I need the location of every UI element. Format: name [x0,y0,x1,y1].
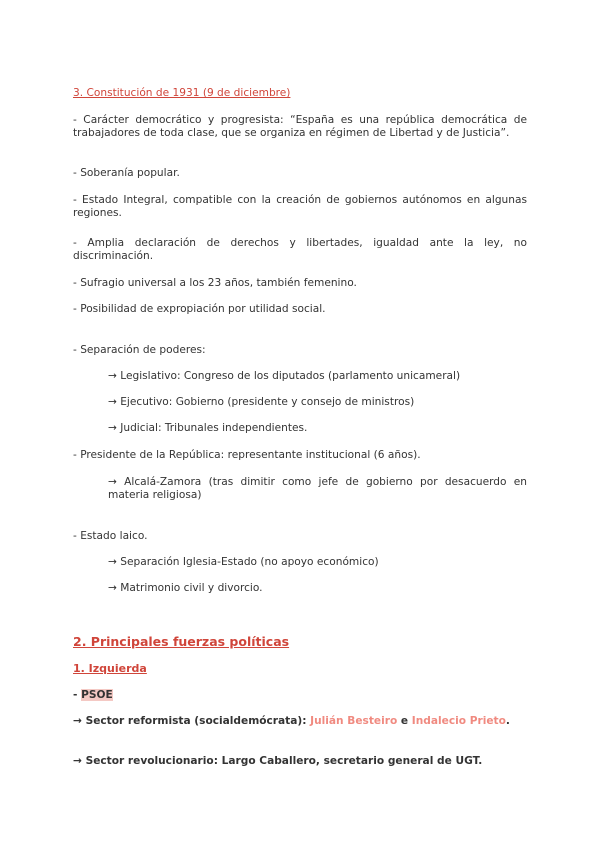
period: . [505,715,510,727]
psoe-dash: - [73,689,82,701]
psoe-label: PSOE [81,689,113,701]
section-2-title: 2. Principales fuerzas políticas [73,634,290,649]
subsection-izquierda: 1. Izquierda [73,662,147,675]
laico-separacion: → Separación Iglesia-Estado (no apoyo económico) [108,556,379,568]
laico-matrimonio: → Matrimonio civil y divorcio. [108,582,263,594]
power-legislativo: → Legislativo: Congreso de los diputados (parlamento unicameral) [108,370,461,382]
item-derechos: - Amplia declaración de derechos y libertades, igualdad ante la ley, no discriminación. [73,237,527,262]
item-estado-laico: - Estado laico. [73,530,148,542]
conjunction: e [397,715,412,727]
sector-revolucionario: → Sector revolucionario: Largo Caballero, secretario general de UGT. [73,755,483,767]
item-sufragio: - Sufragio universal a los 23 años, también femenino. [73,277,357,289]
section-3-title: 3. Constitución de 1931 (9 de diciembre) [73,87,291,99]
item-separacion: - Separación de poderes: [73,344,206,356]
indalecio-prieto: Indalecio Prieto [411,715,506,727]
power-ejecutivo: → Ejecutivo: Gobierno (presidente y consejo de ministros) [108,396,415,408]
reformista-label: → Sector reformista (socialdemócrata): [73,715,311,727]
item-expropiacion: - Posibilidad de expropiación por utilidad social. [73,303,326,315]
item-estado-integral: - Estado Integral, compatible con la creación de gobiernos autónomos en algunas regiones. [73,194,527,219]
item-caracter: - Carácter democrático y progresista: “España es una república democrática de trabajadores de toda clase, que se organiza en régimen de Libertad y de Justicia”. [73,114,527,139]
julian-besteiro: Julián Besteiro [310,715,398,727]
party-psoe [73,689,527,702]
power-judicial: → Judicial: Tribunales independientes. [108,422,308,434]
sector-reformista [73,715,527,728]
presidente-alcala-zamora: → Alcalá-Zamora (tras dimitir como jefe de gobierno por desacuerdo en materia religiosa) [108,476,527,501]
item-presidente: - Presidente de la República: representante institucional (6 años). [73,449,421,461]
item-soberania: - Soberanía popular. [73,167,180,179]
